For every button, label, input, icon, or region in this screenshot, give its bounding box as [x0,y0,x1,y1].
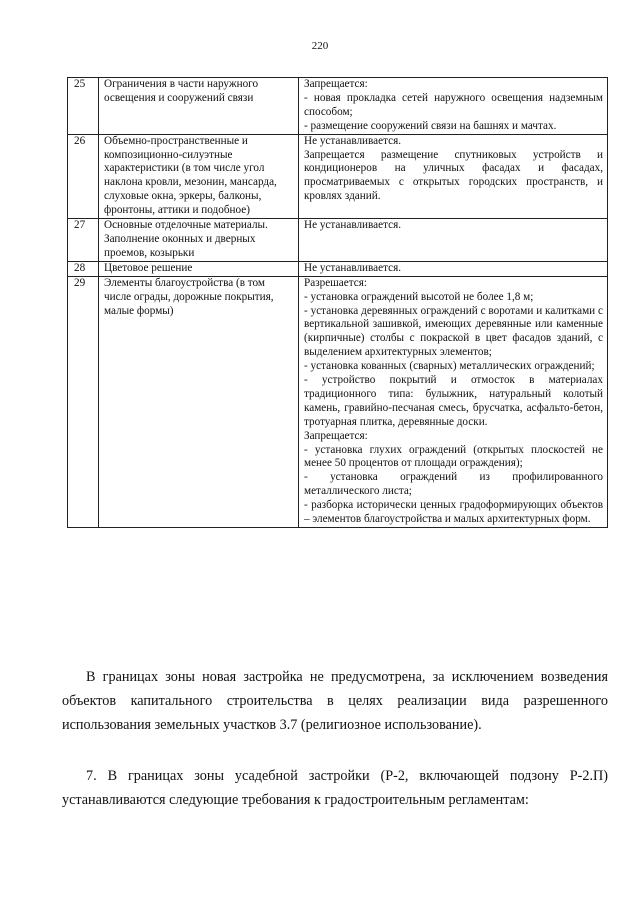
requirements-cell [299,276,608,527]
table-row [68,78,608,135]
requirement-line: - новая прокладка сетей наружного освещения надземным способом; [304,91,603,118]
row-number: 27 [68,219,99,262]
table-row [68,134,608,218]
paragraph-new-construction [62,665,608,737]
requirement-line: - установка ограждений из профилированного металлического листа; [304,471,603,498]
requirements-cell [299,261,608,276]
requirement-line: Запрещается: [304,429,368,442]
paragraph-zone-r2 [62,764,608,812]
parameter-name: Элементы благоустройства (в том числе ограды, дорожные покрытия, малые формы) [99,276,299,527]
parameter-name: Объемно-пространственные и композиционно-силуэтные характеристики (в том числе угол наклона кровли, мезонин, мансарда, слуховые окна, эркеры, балконы, фронтоны, аттики и подобное) [99,134,299,218]
requirements-cell [299,134,608,218]
row-number: 29 [68,276,99,527]
requirement-line: Запрещается: [304,78,368,90]
table-row [68,219,608,262]
row-number: 25 [68,78,99,135]
requirement-line: Не устанавливается. [304,134,402,147]
row-number: 28 [68,261,99,276]
requirement-line: - устройство покрытий и отмосток в материалах традиционного типа: булыжник, натуральный колотый камень, гравийно-песчаная смесь, брусчатка, асфальто-бетон, тротуарная плитка, деревянные доски. [304,374,603,428]
regulations-table [67,77,608,528]
requirement-line: - установка деревянных ограждений с воротами и калитками с вертикальной зашивкой, имеющих деревянные или каменные (кирпичные) столбы с покраской в цвет фасадов зданий, с выделением архитектурных элементов; [304,304,603,359]
parameter-name: Цветовое решение [99,261,299,276]
page-number: 220 [311,40,329,52]
requirements-cell [299,219,608,262]
requirement-line: Не устанавливается. [304,261,402,274]
table-row [68,261,608,276]
requirement-line: - установка ограждений высотой не более 1,8 м; [304,290,534,303]
requirement-line: - размещение сооружений связи на башнях и мачтах. [304,119,557,132]
requirement-line: - установка глухих ограждений (открытых плоскостей не менее 50 процентов от площади ограждения); [304,443,603,470]
paragraph-text: В границах зоны новая застройка не предусмотрена, за исключением возведения объектов капитального строительства в целях реализации вида разрешенного использования земельных участков 3.7 (религиозное использование). [62,669,608,733]
paragraph-text: 7. В границах зоны усадебной застройки (Р-2, включающей подзону Р-2.П) устанавливаются следующие требования к градостроительным регламентам: [62,768,608,808]
requirement-line: - установка кованных (сварных) металлических ограждений; [304,360,595,373]
requirement-line: Разрешается: [304,276,367,289]
parameter-name: Основные отделочные материалы. Заполнение оконных и дверных проемов, козырьки [99,219,299,262]
requirement-line: Не устанавливается. [304,219,402,232]
row-number: 26 [68,134,99,218]
requirement-line: - разборка исторически ценных градоформирующих объектов – элементов благоустройства и малых архитектурных форм. [304,499,603,526]
requirements-cell [299,78,608,135]
requirement-line: Запрещается размещение спутниковых устройств и кондиционеров на уличных фасадах и фасадах, просматриваемых с открытых городских пространств, и кровлях зданий. [304,148,603,203]
parameter-name: Ограничения в части наружного освещения и сооружений связи [99,78,299,135]
table-row [68,276,608,527]
